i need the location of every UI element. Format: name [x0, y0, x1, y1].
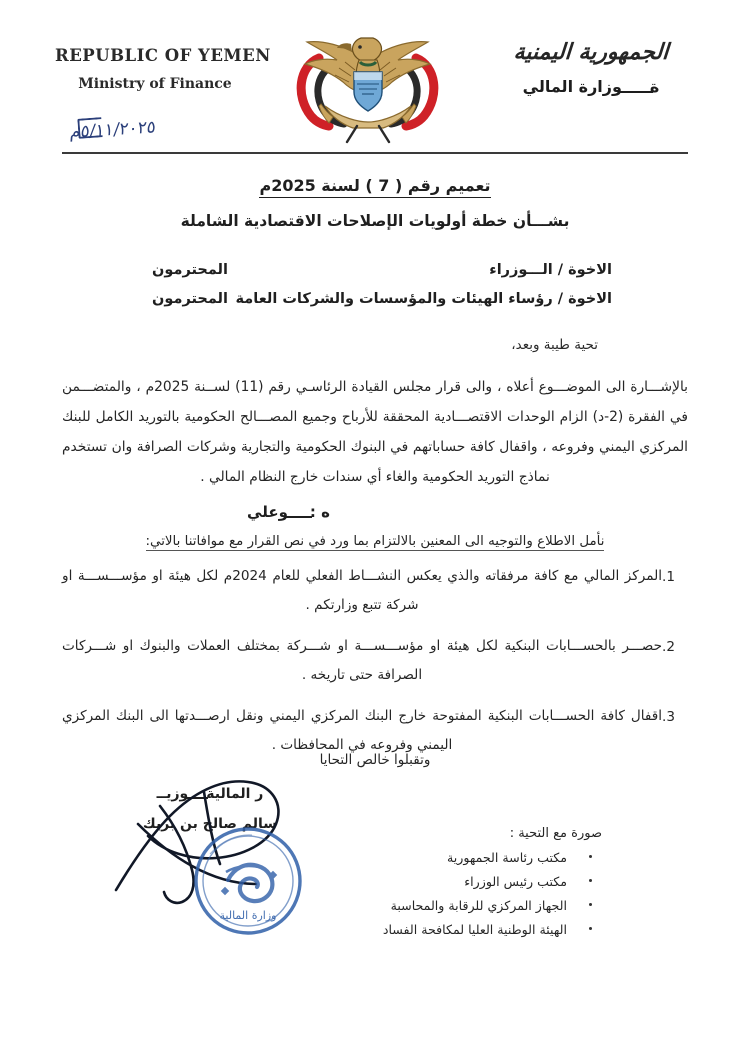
republic-of-yemen-arabic-label: الجمهورية اليمنية — [512, 40, 670, 65]
list-item — [62, 562, 688, 620]
waalih-heading — [247, 503, 330, 521]
addressee-label: الاخوة / رؤساء الهيئات والمؤسسات والشركات العامة — [235, 291, 612, 307]
ministry-arabic-suffix: ة — [649, 77, 660, 96]
circular-number-title: تعميم رقم ( 7 ) لسنة 2025م — [259, 176, 490, 198]
addressee-row — [0, 291, 750, 307]
list-item — [62, 632, 688, 690]
list-item-number: 3. — [662, 709, 675, 725]
signatory-title — [95, 786, 325, 802]
closing-line: وتقبلوا خالص التحايا — [319, 752, 431, 768]
kashida-stroke — [286, 506, 312, 518]
lead-in-sentence — [0, 534, 750, 549]
circular-subject-title: بشـــأن خطة أولويات الإصلاحات الاقتصادية الشاملة — [180, 212, 570, 230]
signatory-name: سالم صالح بن بريك — [142, 816, 278, 832]
ministry-of-finance-arabic-label — [480, 77, 702, 96]
addressee-block — [0, 262, 750, 320]
signatory-title-prefix: وزيــ — [156, 786, 189, 802]
bullet-icon — [589, 927, 592, 930]
addressee-label: الاخوة / الـــوزراء — [489, 262, 612, 278]
list-item-number: 1. — [662, 569, 675, 585]
body-paragraph: بالإشـــارة الى الموضـــوع أعلاه ، والى قرار مجلس القيادة الرئاسـي رقم (11) لســنة 2025م ، والمتضـــمن في الفقرة (2-د) الزام الوحدات الاقتصـــادية المحققة للأرباح وجميع المصـــالح الحكومية بالتوريد الكامل للبنك المركزي اليمني وفروعه ، واقفال كافة حساباتهم في البنوك الحكومية والتجارية وشركات الصرافة وان تستخدم نماذج التوريد الحكومية والغاء أي سندات خارج النظام المالي . — [62, 379, 688, 485]
handwritten-date: ٥/١١/٢٠٢٥م — [69, 117, 157, 143]
bullet-icon — [589, 879, 592, 882]
kashida-stroke — [186, 787, 208, 799]
addressee-row — [0, 262, 750, 278]
cc-item-label: مكتب رئاسة الجمهورية — [447, 850, 567, 865]
bullet-icon — [589, 855, 592, 858]
header-english-block — [0, 26, 271, 92]
header-arabic-block — [480, 26, 750, 96]
document-title-block — [0, 176, 750, 230]
list-item-text: اقفال كافة الحســـابات البنكية المفتوحة خارج البنك المركزي اليمني ونقل ارصـــدتها الى البنك المركزي اليمني وفروعه في المحافظات . — [62, 708, 662, 753]
signature-block — [95, 786, 325, 832]
kashida-stroke — [619, 80, 653, 93]
cc-list-item — [383, 898, 602, 913]
lead-in-text: نأمل الاطلاع والتوجيه الى المعنين بالالتزام بما ورد في نص القرار مع موافاتنا بالاتي: — [145, 534, 605, 549]
signatory-title-suffix: ر المالية — [206, 786, 264, 802]
cc-block — [383, 826, 602, 946]
waalih-suffix: ه : — [309, 503, 330, 521]
list-item-number: 2. — [662, 639, 675, 655]
republic-of-yemen-label: REPUBLIC OF YEMEN — [55, 46, 271, 65]
stamp-inner-text: وزارة المالية — [219, 909, 277, 922]
addressee-respect-label: المحترمون — [152, 262, 228, 278]
requirements-list — [62, 562, 688, 772]
cc-item-label: الهيئة الوطنية العليا لمكافحة الفساد — [382, 922, 567, 937]
cc-item-label: الجهاز المركزي للرقابة والمحاسبة — [390, 898, 567, 913]
waalih-prefix: وعلي — [247, 503, 288, 521]
yemen-eagle-emblem — [285, 22, 450, 144]
ministry-arabic-prefix: وزارة المالي — [522, 77, 622, 96]
list-item-text: المركز المالي مع كافة مرفقاته والذي يعكس النشـــاط الفعلي للعام 2024م لكل هيئة او مؤســـســـة او شركة تتبع وزارتكم . — [62, 568, 662, 613]
cc-list-item — [383, 874, 602, 889]
cc-heading: صورة مع التحية : — [509, 826, 602, 841]
header-divider-rule — [62, 152, 688, 154]
list-item-text: حصـــر بالحســـابات البنكية لكل هيئة او مؤســـســـة او شـــركة بمختلف العملات والبنوك او شـــركات الصرافة حتى تاريخه . — [62, 638, 662, 683]
cc-item-label: مكتب رئيس الوزراء — [464, 874, 567, 889]
ministry-of-finance-label: Ministry of Finance — [78, 76, 232, 92]
greeting-line: تحية طيبة وبعد، — [511, 337, 598, 353]
cc-list-item — [383, 850, 602, 865]
addressee-respect-label: المحترمون — [152, 291, 228, 307]
cc-list-item — [383, 922, 602, 937]
official-stamp — [188, 822, 308, 940]
bullet-icon — [589, 903, 592, 906]
